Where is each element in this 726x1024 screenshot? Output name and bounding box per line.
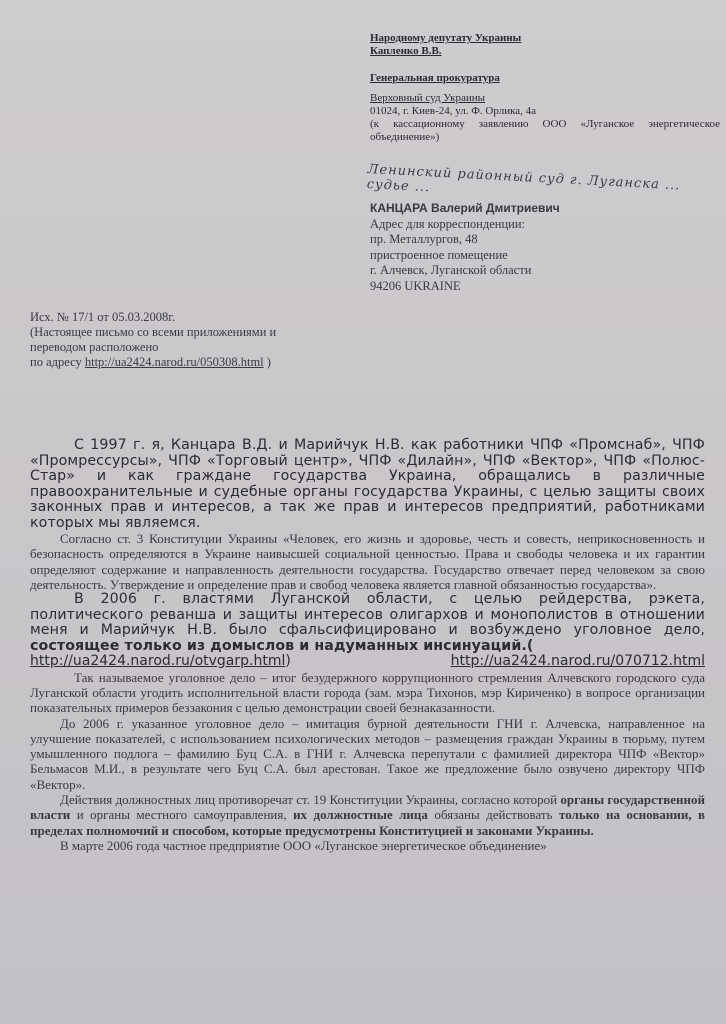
prosecutor-office: Генеральная прокуратура: [370, 72, 500, 84]
outgoing-note-suffix: ): [266, 355, 271, 369]
outgoing-note-prefix: по адресу: [30, 355, 82, 369]
sender-name: КАНЦАРА Валерий Дмитриевич: [370, 201, 560, 215]
paragraph-5: До 2006 г. указанное уголовное дело – имитация бурной деятельности ГНИ г. Алчевска, направленное на улучшение показателей, с использованием психологических методов – размещения граждан Украины в тюрьму, путем умышленного подлога – фамилию Буц С.А. в ГНИ г. Алчевска перепутали с фамилией директора ЧПФ «Вектор» Бельмасов М.И., в результате чего Буц С.А. был арестован. Такое же предложение было озвучено директору ЧПФ «Вектор».: [30, 715, 705, 792]
outgoing-link[interactable]: http://ua2424.narod.ru/050308.html: [84, 355, 264, 369]
paragraph-3: [30, 592, 705, 654]
paragraph-6: [30, 792, 705, 838]
deputy-line1: Народному депутату Украины: [370, 32, 522, 44]
deputy-line2: Капленко В.В.: [370, 45, 442, 57]
paragraph-3-text: В 2006 г. властями Луганской области, с целью рейдерства, рэкета, политического реванша и защиты интересов олигархов и монополистов в отношении меня и Марийчук Н.В. было сфальсифицировано и возбуждено уголовное дело,: [30, 591, 705, 639]
link-1-wrapper: [30, 654, 291, 670]
link-070712[interactable]: http://ua2424.narod.ru/070712.html: [450, 653, 705, 670]
paragraph-2: Согласно ст. 3 Конституции Украины «Человек, его жизнь и здоровье, честь и совесть, неприкосновенность и безопасность определяются в Украине наивысшей социальной ценностью. Права и свободы человека и их гарантии определяют содержание и направленность деятельности государства. Государство отвечает перед человеком за свою деятельность. Утверждение и определение прав и свобод человека является главной обязанностью государства».: [30, 531, 705, 592]
p6-b: органы государственной власти: [30, 792, 705, 823]
handwritten-note: Ленинский районный суд г. Луганска ... судье ...: [366, 162, 681, 196]
sender-block: [370, 201, 720, 294]
supreme-court: Верховный суд Украины: [370, 92, 486, 104]
letter-body: [30, 438, 705, 853]
p6-a: Действия должностных лиц противоречат ст. 19 Конституции Украины, согласно которой: [60, 792, 558, 808]
paragraph-3-links: [30, 654, 705, 670]
sender-premises: пристроенное помещение: [370, 247, 508, 262]
outgoing-block: [30, 310, 370, 370]
court-note: (к кассационному заявлению ООО «Луганское энергетическое объединение»): [370, 118, 720, 143]
p6-c: и органы местного самоуправления,: [76, 807, 287, 823]
address-label: Адрес для корреспонденции:: [370, 216, 526, 231]
court-address: 01024, г. Киев-24, ул. Ф. Орлика, 4а: [370, 105, 537, 117]
p6-f: только на основании, в пределах полномочий и способом, которые предусмотрены Конституцией и законами Украины.: [30, 807, 706, 838]
recipients-block: [370, 32, 720, 144]
outgoing-number: Исх. № 17/1 от 05.03.2008г.: [30, 310, 176, 324]
paragraph-3-bold: состоящее только из домыслов и надуманных инсинуаций.(: [30, 637, 534, 654]
sender-city: г. Алчевск, Луганской области: [370, 263, 532, 277]
sender-street: пр. Металлургов, 48: [370, 232, 478, 246]
paragraph-4: Так называемое уголовное дело – итог безудержного коррупционного стремления Алчевского городского суда Луганской области угодить исполнительной власти города (зам. мэра Тихонов, мэр Кириченко) в вопросе организации показательных примеров беззакония с целью демонстрации своей безнаказанности.: [30, 669, 705, 716]
p6-d: их должностные лица: [293, 807, 428, 823]
outgoing-note-2: переводом расположено: [30, 340, 159, 354]
link-1-close: ): [285, 653, 291, 670]
paragraph-1: С 1997 г. я, Канцара В.Д. и Марийчук Н.В. как работники ЧПФ «Промснаб», ЧПФ «Промрессурсы», ЧПФ «Торговый центр», ЧПФ «Дилайн», ЧПФ «Вектор», ЧПФ «Полюс-Стар» и как граждане государства Украина, обращались в различные правоохранительные и судебные органы государства Украины, с целью защиты своих законных прав и интересов, а так же прав и интересов предприятий, работниками которых мы являемся.: [30, 437, 705, 531]
sender-postal: 94206 UKRAINE: [370, 278, 461, 293]
p6-e: обязаны действовать: [434, 807, 553, 823]
outgoing-note-1: (Настоящее письмо со всеми приложениями и: [30, 325, 277, 339]
outgoing-address-line: [30, 355, 370, 370]
link-otvgarp[interactable]: http://ua2424.narod.ru/otvgarp.html: [30, 653, 286, 670]
paragraph-7: В марте 2006 года частное предприятие ООО «Луганское энергетическое объединение»: [60, 837, 547, 853]
